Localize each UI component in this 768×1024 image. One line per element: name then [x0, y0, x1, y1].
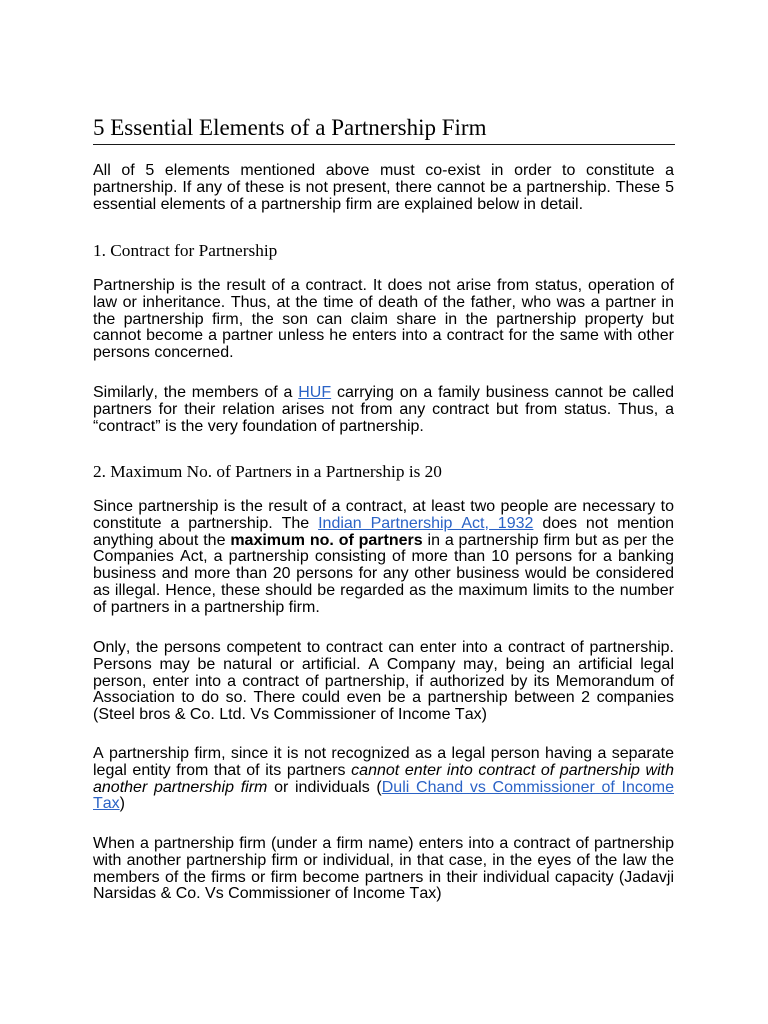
paragraph-line: Since partnership is the result of a contract, at least two people are necessary to — [93, 498, 674, 515]
paragraph-line: “contract” is the very foundation of partnership. — [93, 417, 424, 435]
paragraph-line: business and more than 20 persons for any other business would be considered — [93, 565, 674, 583]
paragraph-line: the partnership firm, the son can claim share in the partnership property but — [93, 310, 674, 328]
paragraph-line: Association to do so. There could even be a partnership between 2 companies — [93, 689, 674, 707]
line-text: in a partnership firm but as per the — [422, 531, 675, 549]
line-text: legal entity from that of its partners — [93, 761, 352, 779]
paragraph-line: Only, the persons competent to contract can enter into a contract of partnership. — [93, 639, 674, 656]
paragraph-line: of partners in a partnership firm. — [93, 598, 320, 616]
section-heading: 1. Contract for Partnership — [93, 241, 278, 260]
line-text: does not mention — [533, 514, 674, 532]
paragraph-line: When a partnership firm (under a firm name) enters into a contract of partnership — [93, 835, 674, 852]
paragraph-line: cannot become a partner unless he enters into a contract for the same with other — [93, 327, 674, 345]
paragraph-line: partnership. If any of these is not present, there cannot be a partnership. These 5 — [93, 178, 674, 196]
paragraph-line — [93, 516, 674, 533]
paragraph-line — [93, 763, 674, 780]
paragraph-line — [93, 385, 674, 402]
paragraph-line — [93, 780, 674, 797]
paragraph — [93, 385, 674, 435]
paragraph — [93, 499, 674, 617]
line-text: anything about the — [93, 531, 231, 549]
paragraph-line: Partnership is the result of a contract. It does not arise from status, operation of — [93, 277, 674, 294]
duli-chand-link[interactable]: Tax — [93, 795, 120, 813]
paragraph-line: A partnership firm, since it is not recognized as a legal person having a separate — [93, 745, 674, 762]
paragraph — [93, 278, 674, 362]
paragraph-line: (Steel bros & Co. Ltd. Vs Commissioner of Income Tax) — [93, 706, 487, 724]
paragraph — [93, 836, 674, 903]
paragraph-line: persons concerned. — [93, 344, 234, 362]
line-text: carrying on a family business cannot be called — [331, 384, 675, 401]
duli-chand-link[interactable]: Duli Chand vs Commissioner of Income — [381, 778, 675, 796]
line-text: ) — [119, 795, 125, 813]
page-title: 5 Essential Elements of a Partnership Firm — [93, 115, 487, 140]
paragraph-line — [93, 796, 674, 813]
paragraph-line: members of the firms or firm become partners in their individual capacity (Jadavji — [93, 868, 674, 886]
line-text: or individuals ( — [267, 778, 382, 796]
bold-text: maximum no. of partners — [230, 531, 423, 549]
paragraph-line — [93, 533, 674, 550]
paragraph-line: All of 5 elements mentioned above must co-exist in order to constitute a — [93, 162, 674, 179]
paragraph-line: partners for their relation arises not from any contract but from status. Thus, a — [93, 400, 674, 418]
paragraph-line: Narsidas & Co. Vs Commissioner of Income Tax) — [93, 885, 442, 903]
line-text: constitute a partnership. The — [93, 514, 319, 532]
paragraph-line: person, enter into a contract of partnership, if authorized by its Memorandum of — [93, 672, 674, 690]
title-underline — [93, 144, 675, 145]
paragraph — [93, 640, 674, 724]
paragraph-line: law or inheritance. Thus, at the time of death of the father, who was a partner in — [93, 293, 674, 311]
italic-text: cannot enter into contract of partnership with — [351, 761, 675, 779]
paragraph-line: as illegal. Hence, these should be regarded as the maximum limits to the number — [93, 581, 674, 599]
paragraph — [93, 746, 674, 813]
paragraph-line: Companies Act, a partnership consisting of more than 10 persons for a banking — [93, 548, 674, 566]
intro-paragraph — [93, 163, 674, 213]
paragraph-line: Persons may be natural or artificial. A Company may, being an artificial legal — [93, 655, 674, 673]
italic-text: another partnership firm — [93, 778, 268, 796]
line-text: Similarly, the members of a — [93, 384, 299, 401]
huf-link[interactable]: HUF — [298, 384, 332, 401]
paragraph-line: essential elements of a partnership firm are explained below in detail. — [93, 195, 584, 213]
indian-partnership-act-link[interactable]: Indian Partnership Act, 1932 — [318, 514, 534, 532]
section-heading: 2. Maximum No. of Partners in a Partnership is 20 — [93, 462, 442, 481]
paragraph-line: with another partnership firm or individual, in that case, in the eyes of the law the — [93, 851, 674, 869]
